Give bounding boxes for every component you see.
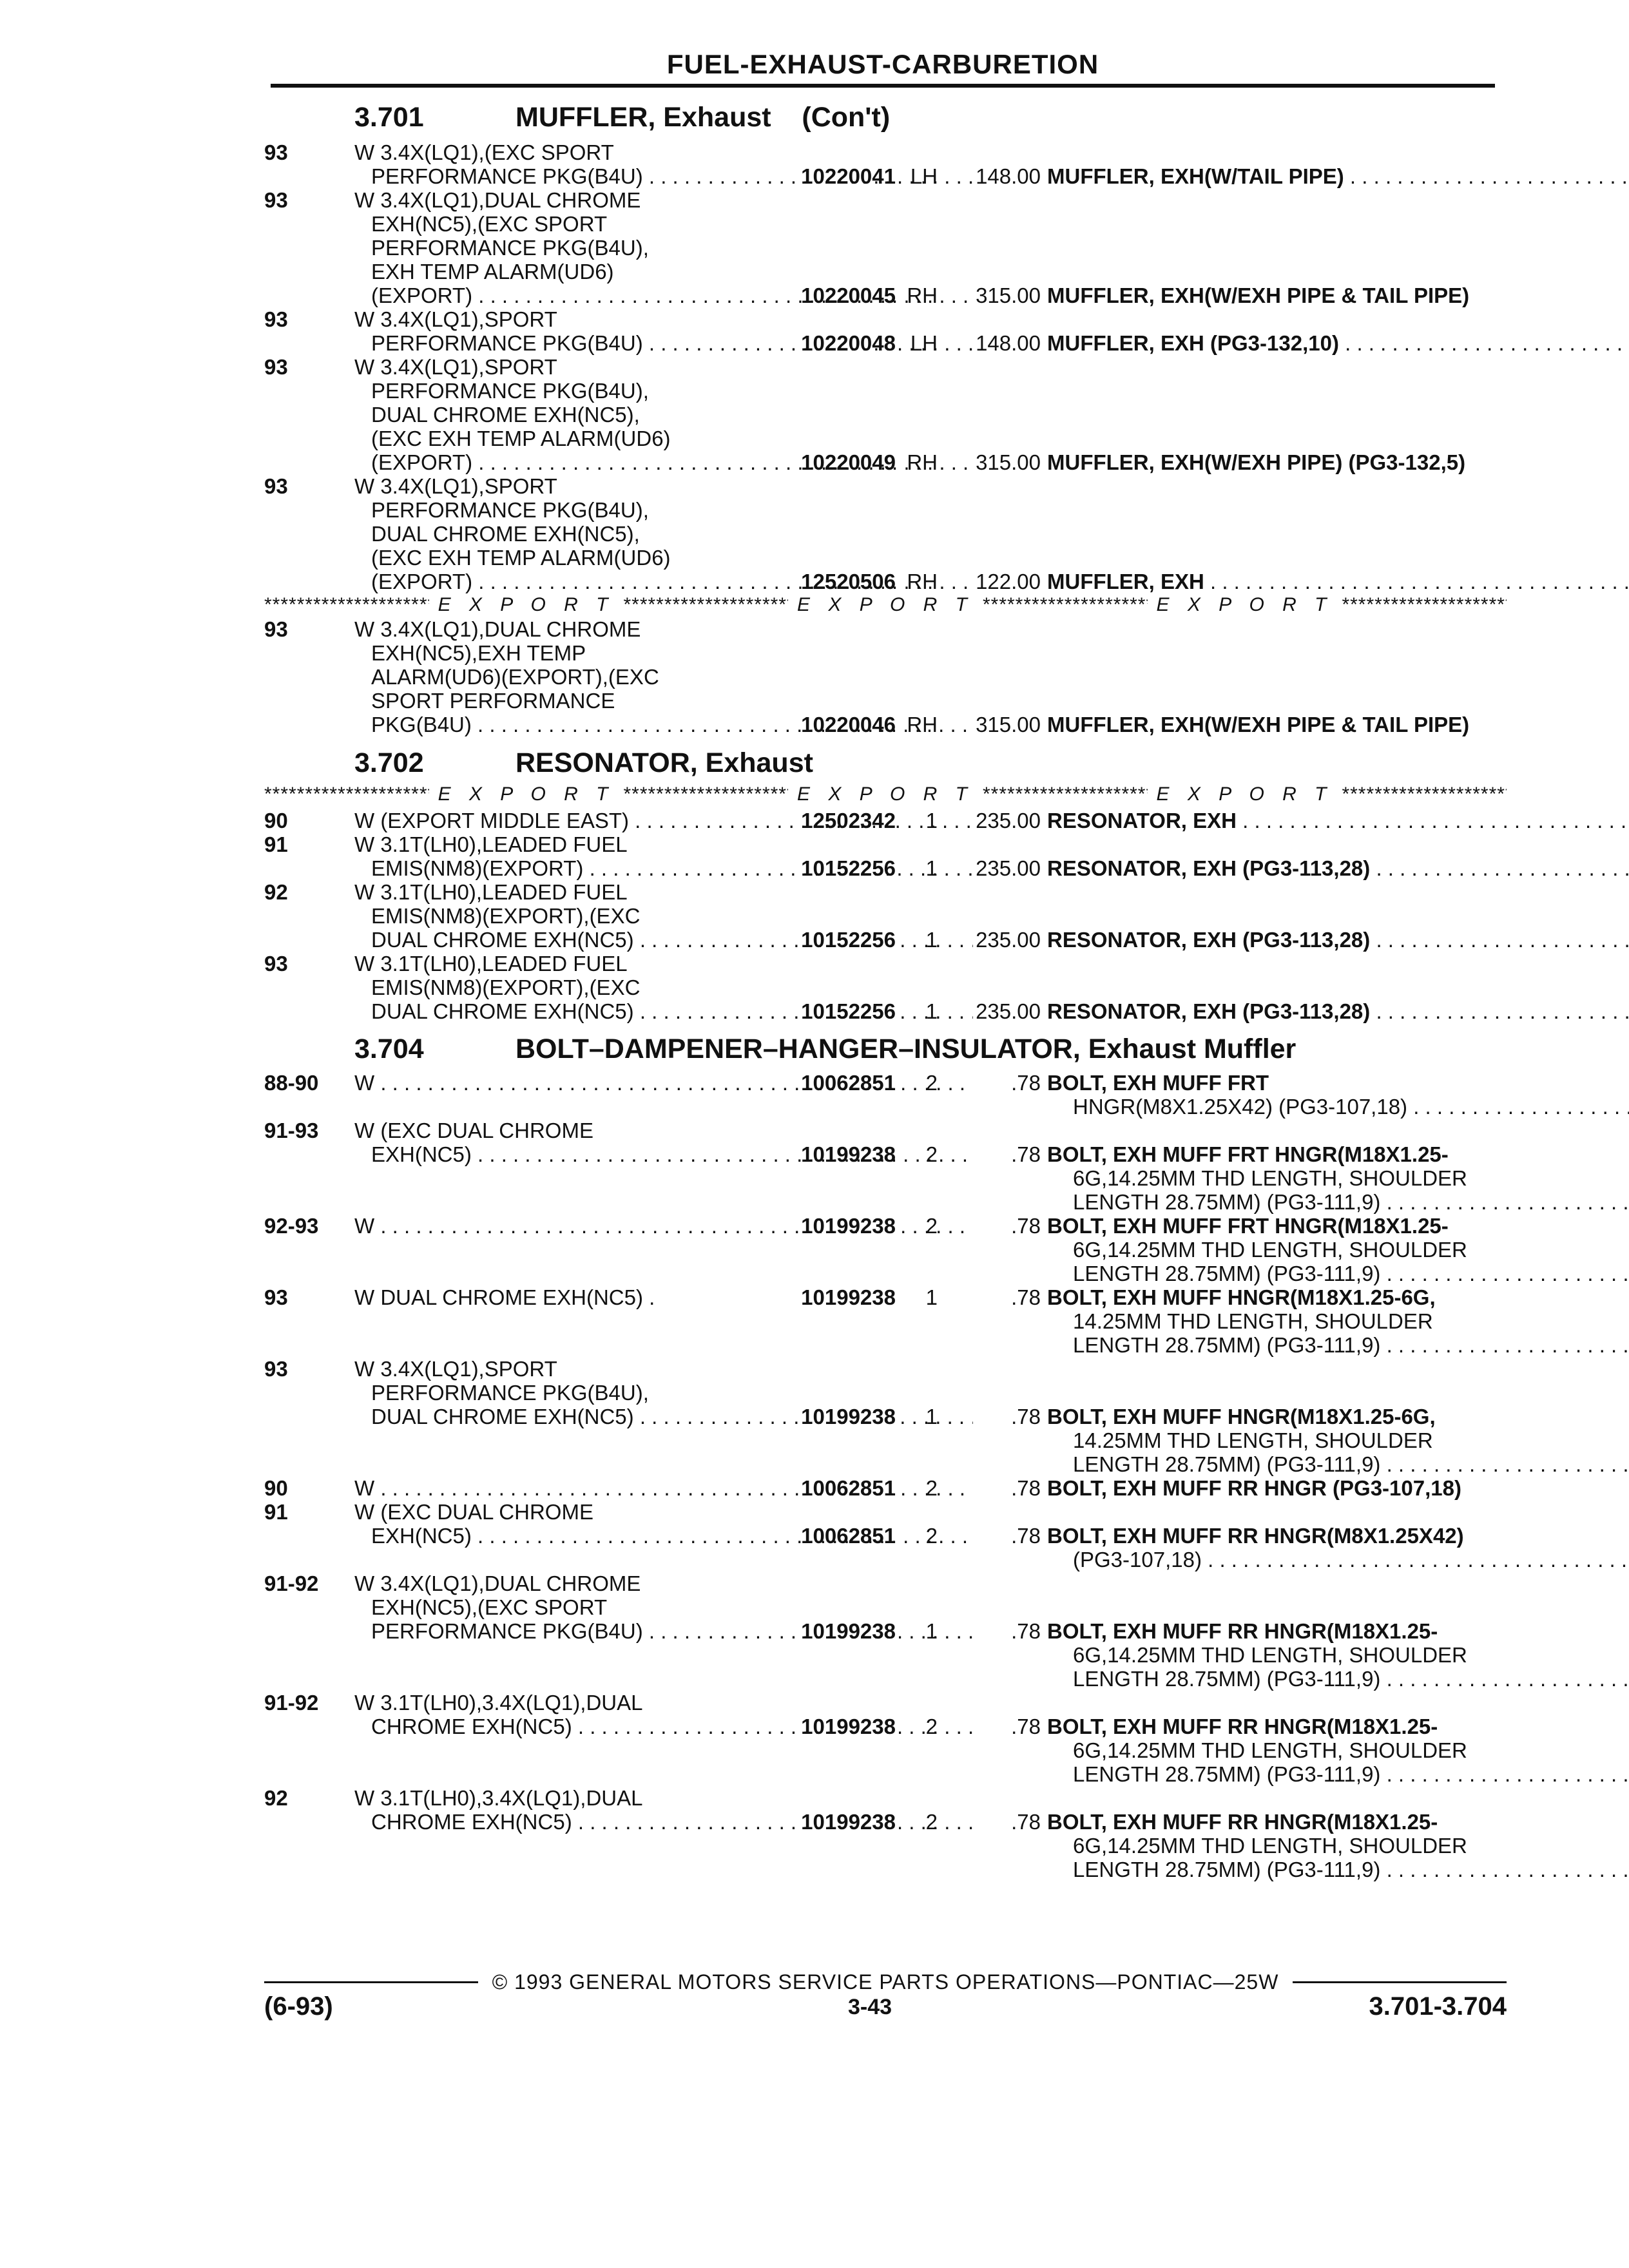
price: .78 [1011,1715,1041,1738]
model-year: 93 [264,1357,288,1381]
application-line: (EXC EXH TEMP ALARM(UD6) [371,427,671,450]
model-year: 93 [264,952,288,975]
model-year: 92-93 [264,1214,319,1238]
quantity: LH [910,164,938,188]
model-year: 91 [264,832,288,856]
description-line: 6G,14.25MM THD LENGTH, SHOULDER [1073,1643,1467,1667]
part-number: 10152256 [801,856,896,880]
model-year: 93 [264,307,288,331]
description-line: BOLT, EXH MUFF HNGR(M18X1.25-6G, [1047,1285,1436,1309]
price: .78 [1011,1285,1041,1309]
application-line: DUAL CHROME EXH(NC5), [371,403,640,427]
export-label: E X P O R T [438,594,615,615]
part-number: 10199238 [801,1619,896,1643]
application-line: W 3.4X(LQ1),DUAL CHROME [354,1571,641,1595]
price: .78 [1011,1524,1041,1548]
description [1047,1285,1629,1357]
star-rule [623,594,788,616]
application-line: PERFORMANCE PKG(B4U), [371,498,649,522]
quantity: 2 [925,1524,938,1548]
quantity: 1 [925,809,938,832]
description-line: LENGTH 28.75MM) (PG3-111,9) . . . [1047,1262,1629,1285]
description [1047,1619,1629,1691]
description [1047,164,1629,188]
quantity: 2 [925,1715,938,1738]
model-year: 91-93 [264,1119,319,1142]
model-year: 93 [264,140,288,164]
description-line: RESONATOR, EXH (PG3-113,28) . . . [1047,928,1629,952]
price: 148.00 [976,164,1041,188]
section-number: 3.701 [354,102,424,133]
application-line: EXH(NC5) . . . [354,1524,973,1548]
model-year: 90 [264,809,288,832]
application-line: W 3.4X(LQ1),SPORT [354,307,557,331]
description-line: MUFFLER, EXH(W/EXH PIPE) (PG3-132,5) [1047,450,1466,474]
application-line: CHROME EXH(NC5) . . . [354,1810,973,1834]
application-line: EMIS(NM8)(EXPORT),(EXC [371,904,641,928]
description-line: BOLT, EXH MUFF RR HNGR(M8X1.25X42) [1047,1524,1464,1548]
section-suffix: (Con't) [802,102,891,133]
part-number: 10220048 [801,331,896,355]
description [1047,1810,1629,1881]
section-heading [354,1033,1296,1065]
part-number: 12502342 [801,809,896,832]
description-line: BOLT, EXH MUFF RR HNGR(M18X1.25- [1047,1810,1438,1834]
application-line: (EXPORT) . . . [354,450,973,474]
quantity: 2 [925,1071,938,1095]
description-line: MUFFLER, EXH(W/TAIL PIPE) . . . [1047,164,1629,188]
section-title: BOLT–DAMPENER–HANGER–INSULATOR, Exhaust Muffler [516,1033,1296,1064]
application-line: W (EXC DUAL CHROME [354,1119,593,1142]
section-number: 3.702 [354,747,424,778]
application-line: W 3.1T(LH0),LEADED FUEL [354,832,628,856]
copyright-text: © 1993 GENERAL MOTORS SERVICE PARTS OPERATIONS—PONTIAC—25W [492,1970,1279,1994]
application-line: EMIS(NM8)(EXPORT),(EXC [371,975,641,999]
description-line: BOLT, EXH MUFF FRT HNGR(M18X1.25- [1047,1142,1449,1166]
application-line: W 3.4X(LQ1),SPORT [354,474,557,498]
price: .78 [1011,1476,1041,1500]
application-line: W 3.1T(LH0),3.4X(LQ1),DUAL [354,1691,643,1715]
description-line: MUFFLER, EXH(W/EXH PIPE & TAIL PIPE) [1047,284,1470,307]
part-number: 10199238 [801,1715,896,1738]
part-number: 10199238 [801,1405,896,1428]
application-line: W . . . [354,1214,973,1238]
application-line: EXH(NC5) . . . [354,1142,973,1166]
model-year: 91 [264,1500,288,1524]
quantity: 2 [925,1476,938,1500]
description-line: MUFFLER, EXH (PG3-132,10) . . . [1047,331,1629,355]
description-line: BOLT, EXH MUFF RR HNGR(M18X1.25- [1047,1619,1438,1643]
part-number: 10199238 [801,1810,896,1834]
model-year: 91-92 [264,1571,319,1595]
application-line: CHROME EXH(NC5) . . . [354,1715,973,1738]
description-line: RESONATOR, EXH . . . [1047,809,1629,832]
star-rule [1342,783,1507,805]
description-line: RESONATOR, EXH (PG3-113,28) . . . [1047,856,1629,880]
description-line: LENGTH 28.75MM) (PG3-111,9) . . . [1047,1858,1629,1881]
application-line: DUAL CHROME EXH(NC5) . . . [354,928,973,952]
part-number: 10062851 [801,1476,896,1500]
application-line: W (EXC DUAL CHROME [354,1500,593,1524]
application-line: PERFORMANCE PKG(B4U) . . . [354,1619,973,1643]
model-year: 93 [264,355,288,379]
description-line: BOLT, EXH MUFF RR HNGR(M18X1.25- [1047,1715,1438,1738]
part-number: 10220045 [801,284,896,307]
section-title: MUFFLER, Exhaust [516,102,771,133]
price: 315.00 [976,450,1041,474]
quantity: 1 [925,1619,938,1643]
description [1047,809,1629,832]
description [1047,1715,1629,1786]
part-number: 10062851 [801,1071,896,1095]
description [1047,1214,1629,1285]
description [1047,284,1629,307]
application-line: PKG(B4U) . . . [354,713,973,736]
application-line: (EXPORT) . . . [354,570,973,593]
star-rule [264,594,429,616]
description-line: LENGTH 28.75MM) (PG3-111,9) . . . [1047,1190,1629,1214]
description-line: BOLT, EXH MUFF RR HNGR (PG3-107,18) [1047,1476,1461,1500]
section-heading [354,102,890,133]
part-number: 10152256 [801,928,896,952]
description-line: BOLT, EXH MUFF HNGR(M18X1.25-6G, [1047,1405,1436,1428]
application-line: DUAL CHROME EXH(NC5), [371,522,640,546]
description-line: RESONATOR, EXH (PG3-113,28) . . . [1047,999,1629,1023]
application-line: W 3.4X(LQ1),SPORT [354,355,557,379]
page-title: FUEL-EXHAUST-CARBURETION [666,49,1099,79]
export-label: E X P O R T [1156,783,1333,805]
application-line: PERFORMANCE PKG(B4U), [371,236,649,260]
application-line: DUAL CHROME EXH(NC5) . . . [354,1405,973,1428]
export-label: E X P O R T [438,783,615,805]
model-year: 93 [264,474,288,498]
application-line: PERFORMANCE PKG(B4U) . . . [354,164,973,188]
application-line: W 3.4X(LQ1),DUAL CHROME [354,188,641,212]
description-line: 14.25MM THD LENGTH, SHOULDER [1073,1428,1433,1452]
application-line: W 3.4X(LQ1),SPORT [354,1357,557,1381]
part-number: 10220046 [801,713,896,736]
export-band [264,783,1507,805]
application-line: EMIS(NM8)(EXPORT) . . . [354,856,973,880]
application-line: PERFORMANCE PKG(B4U), [371,1381,649,1405]
description-line: 14.25MM THD LENGTH, SHOULDER [1073,1309,1433,1333]
application-line: PERFORMANCE PKG(B4U), [371,379,649,403]
part-number: 10199238 [801,1285,896,1309]
description-line: HNGR(M8X1.25X42) (PG3-107,18) . . . [1047,1095,1629,1119]
application-line: W DUAL CHROME EXH(NC5) . [354,1285,655,1309]
export-band [264,594,1507,616]
model-year: 88-90 [264,1071,319,1095]
application-line: W (EXPORT MIDDLE EAST) . . . [354,809,973,832]
quantity: 2 [925,1214,938,1238]
quantity: LH [910,331,938,355]
part-number: 10199238 [801,1142,896,1166]
price: .78 [1011,1619,1041,1643]
footer-copyright-line [264,1970,1507,1994]
price: .78 [1011,1214,1041,1238]
application-line: SPORT PERFORMANCE [371,689,615,713]
description [1047,856,1629,880]
star-rule [264,783,429,805]
application-line: W 3.1T(LH0),3.4X(LQ1),DUAL [354,1786,643,1810]
description-line: MUFFLER, EXH . . . [1047,570,1629,593]
description-line: 6G,14.25MM THD LENGTH, SHOULDER [1073,1738,1467,1762]
description-line: (PG3-107,18) . . . [1047,1548,1629,1571]
description [1047,713,1629,736]
quantity: 1 [925,999,938,1023]
part-number: 10152256 [801,999,896,1023]
price: 315.00 [976,713,1041,736]
footer-rule [264,1981,478,1983]
quantity: 1 [925,856,938,880]
quantity: 2 [925,1810,938,1834]
application-line: W 3.4X(LQ1),DUAL CHROME [354,617,641,641]
price: 315.00 [976,284,1041,307]
description-line: BOLT, EXH MUFF FRT HNGR(M18X1.25- [1047,1214,1449,1238]
header-rule [271,84,1495,88]
application-line: PERFORMANCE PKG(B4U) . . . [354,331,973,355]
quantity: 1 [925,1405,938,1428]
description-line: LENGTH 28.75MM) (PG3-111,9) . . . [1047,1667,1629,1691]
price: 148.00 [976,331,1041,355]
revision-date: (6-93) [264,1992,333,2021]
application-line: EXH(NC5),(EXC SPORT [371,212,608,236]
star-rule [983,783,1148,805]
model-year: 93 [264,617,288,641]
export-label: E X P O R T [797,594,974,615]
model-year: 90 [264,1476,288,1500]
section-heading [354,747,813,779]
price: .78 [1011,1142,1041,1166]
description-line: LENGTH 28.75MM) (PG3-111,9) . . . [1047,1762,1629,1786]
price: .78 [1011,1071,1041,1095]
quantity: RH [907,570,938,593]
section-title: RESONATOR, Exhaust [516,747,813,778]
price: 235.00 [976,856,1041,880]
price: 122.00 [976,570,1041,593]
model-year: 92 [264,880,288,904]
page-number: 3-43 [847,1995,892,2019]
star-rule [983,594,1148,616]
description [1047,999,1629,1023]
quantity: RH [907,713,938,736]
description-line: BOLT, EXH MUFF FRT [1047,1071,1269,1095]
application-line: DUAL CHROME EXH(NC5) . . . [354,999,973,1023]
part-number: 12520506 [801,570,896,593]
model-year: 93 [264,188,288,212]
quantity: RH [907,450,938,474]
description [1047,450,1629,474]
section-range: 3.701-3.704 [1369,1992,1507,2021]
star-rule [623,783,788,805]
description [1047,1071,1629,1119]
part-number: 10199238 [801,1214,896,1238]
application-line: (EXC EXH TEMP ALARM(UD6) [371,546,671,570]
description-line: 6G,14.25MM THD LENGTH, SHOULDER [1073,1238,1467,1262]
description [1047,928,1629,952]
application-line: EXH(NC5),(EXC SPORT [371,1595,608,1619]
price: .78 [1011,1810,1041,1834]
application-line: ALARM(UD6)(EXPORT),(EXC [371,665,659,689]
part-number: 10220049 [801,450,896,474]
export-label: E X P O R T [1156,594,1333,615]
price: 235.00 [976,809,1041,832]
description [1047,1524,1629,1571]
description-line: MUFFLER, EXH(W/EXH PIPE & TAIL PIPE) [1047,713,1470,736]
application-line: EXH(NC5),EXH TEMP [371,641,586,665]
quantity: 1 [925,1285,938,1309]
application-line: EXH TEMP ALARM(UD6) [371,260,614,284]
model-year: 93 [264,1285,288,1309]
description [1047,1405,1629,1476]
application-line: W . . . [354,1476,973,1500]
description [1047,570,1629,593]
price: 235.00 [976,999,1041,1023]
quantity: 2 [925,1142,938,1166]
application-line: (EXPORT) . . . [354,284,973,307]
model-year: 92 [264,1786,288,1810]
part-number: 10220041 [801,164,896,188]
export-label: E X P O R T [797,783,974,805]
section-number: 3.704 [354,1033,424,1064]
description-line: 6G,14.25MM THD LENGTH, SHOULDER [1073,1166,1467,1190]
quantity: 1 [925,928,938,952]
description-line: LENGTH 28.75MM) (PG3-111,9) . . . [1047,1452,1629,1476]
model-year: 91-92 [264,1691,319,1715]
quantity: RH [907,284,938,307]
price: 235.00 [976,928,1041,952]
description-line: 6G,14.25MM THD LENGTH, SHOULDER [1073,1834,1467,1858]
part-number: 10062851 [801,1524,896,1548]
description [1047,331,1629,355]
description [1047,1142,1629,1214]
description-line: LENGTH 28.75MM) (PG3-111,9) . . . [1047,1333,1629,1357]
application-line: W 3.1T(LH0),LEADED FUEL [354,952,628,975]
description [1047,1476,1629,1500]
star-rule [1342,594,1507,616]
application-line: W . . . [354,1071,973,1095]
footer-rule [1293,1981,1507,1983]
price: .78 [1011,1405,1041,1428]
application-line: W 3.4X(LQ1),(EXC SPORT [354,140,614,164]
application-line: W 3.1T(LH0),LEADED FUEL [354,880,628,904]
